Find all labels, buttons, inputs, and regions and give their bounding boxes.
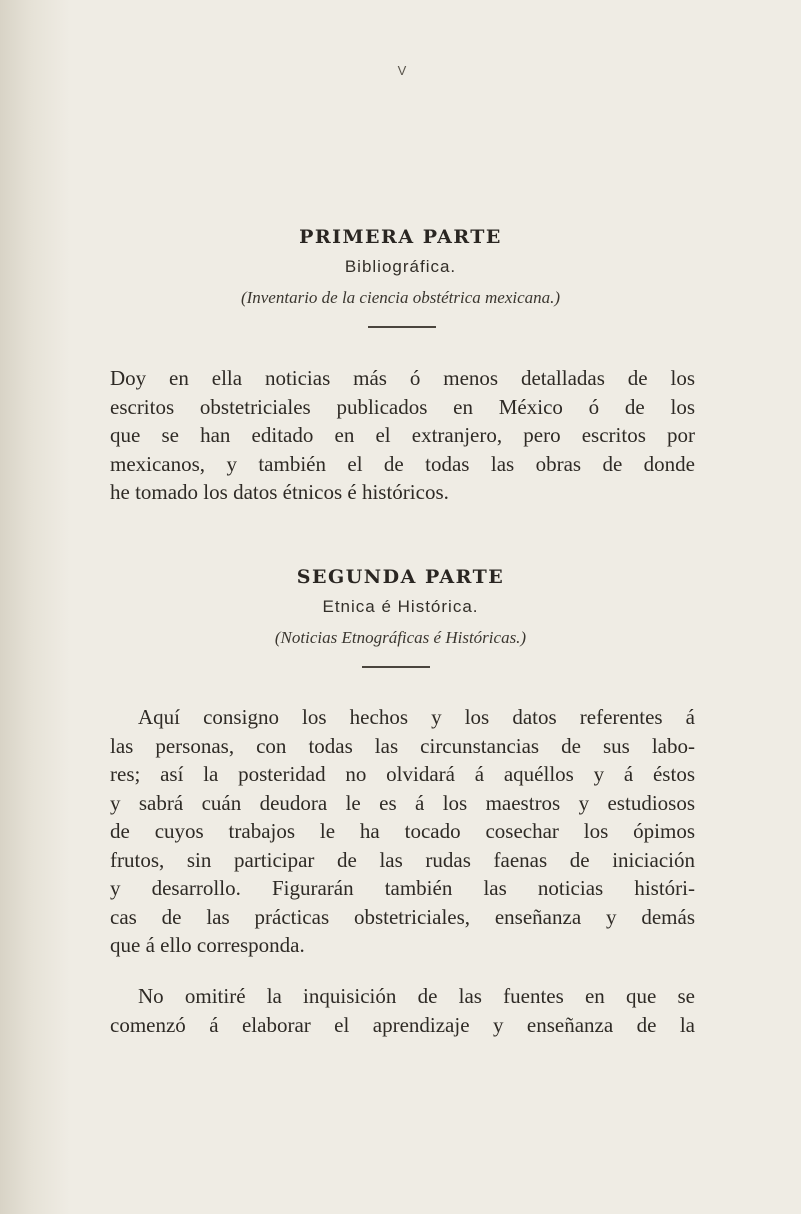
part-one-note: (Inventario de la ciencia obstétrica mexicana.) — [240, 288, 561, 307]
text-line: No omitiré la inquisición de las fuentes en que se — [138, 984, 695, 1008]
part-two-note: (Noticias Etnográficas é Históricas.) — [274, 628, 527, 647]
text-line: comenzó á elaborar el aprendizaje y enseñanza de la — [110, 1012, 695, 1037]
text-line: las personas, con todas las circunstancias de sus labo- — [110, 733, 695, 758]
text-line: cas de las prácticas obstetriciales, enseñanza y demás — [110, 904, 695, 929]
part-two-paragraph — [110, 703, 695, 960]
text-line: escritos obstetriciales publicados en México ó de los — [110, 394, 695, 419]
page-number: V — [397, 63, 407, 78]
part-two-subtitle: Etnica é Histórica. — [322, 597, 479, 616]
text-line: que se han editado en el extranjero, pero escritos por — [110, 423, 695, 447]
part-one-divider — [368, 326, 436, 328]
part-one-title: PRIMERA PARTE — [299, 226, 502, 248]
part-two-title: SEGUNDA PARTE — [296, 566, 505, 588]
part-one-paragraph — [110, 364, 695, 507]
text-line: mexicanos, y también el de todas las obras de donde — [110, 451, 695, 476]
text-line: de cuyos trabajos le ha tocado cosechar los ópimos — [110, 819, 695, 843]
text-line: Aquí consigno los hechos y los datos referentes á — [138, 705, 695, 729]
text-line: y sabrá cuán deudora le es á los maestros y estudiosos — [110, 790, 695, 815]
text-line: que á ello corresponda. — [110, 933, 305, 957]
part-one-subtitle: Bibliográfica. — [344, 257, 457, 276]
text-line: Doy en ella noticias más ó menos detalladas de los — [110, 366, 695, 390]
text-line: frutos, sin participar de las rudas faenas de iniciación — [110, 847, 695, 872]
text-line: res; así la posteridad no olvidará á aquéllos y á éstos — [110, 762, 695, 786]
text-line: he tomado los datos étnicos é históricos. — [110, 480, 449, 504]
part-two-paragraph-continued — [110, 982, 695, 1039]
part-two-divider — [362, 666, 430, 668]
text-line: y desarrollo. Figurarán también las noticias históri- — [110, 876, 695, 900]
